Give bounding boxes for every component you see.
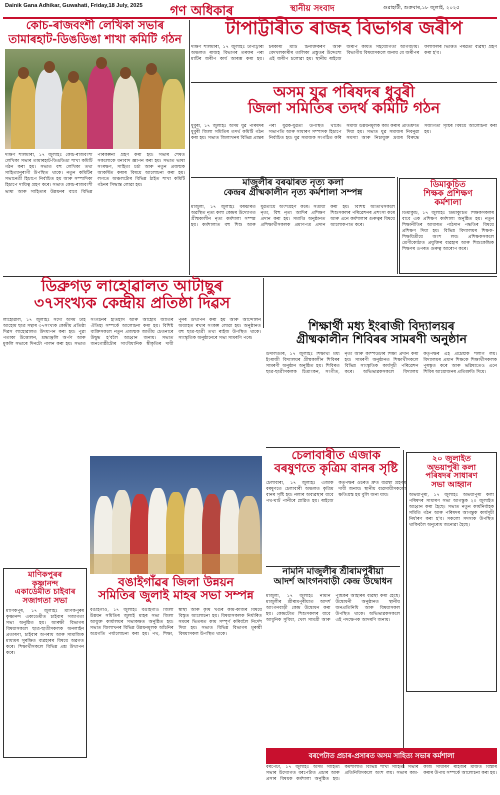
column-rule xyxy=(403,450,404,768)
headline: মাজুলীৰ বৰঝাৰত নৃত্য কলা xyxy=(242,178,344,188)
article-body: অভয়াপুৰী, ১৭ জুলাইঃ অভয়াপুৰী কলা পৰিষদৰ সাধাৰণ সভা আগন্তুক ২০ জুলাইত আহ্বান কৰা হৈছে। সভাত নতুন কাৰ্যনিৰ্বাহক সমিতি গঠন আৰু পৰিষদৰ আগন্তুক কাৰ্যসূচী নিৰ্ধাৰণ কৰা হ'ব। সকলো সদস্যক উপস্থিত থাকিবলৈ অনুৰোধ জনোৱা হৈছে। xyxy=(409,492,494,528)
article-photo xyxy=(90,456,262,574)
headline: সজাগতা সভা xyxy=(22,595,68,605)
article-body: মাজুলী, ১৭ জুলাইঃ নামনি মাজুলীৰ শ্ৰীৰামপুৰীয়াত আদৰ্শ আংগনবাড়ী কেন্দ্ৰ উদ্বোধন কৰা হয়। কেন্দ্ৰটোত শিশুসকলৰ বাবে আধুনিক সুবিধা, খেল সামগ্ৰী আৰু পুষ্টিকৰ আহাৰৰ ব্যৱস্থা কৰা হৈছে। উদ্বোধনী অনুষ্ঠানত স্থানীয় জনপ্ৰতিনিধি আৰু বিষয়াসকল উপস্থিত থাকে। অভিভাৱকসকলে এই পদক্ষেপক আদৰণি জনায়। xyxy=(266,594,400,624)
article-photo xyxy=(5,49,185,149)
article-body: ধুবুৰী, ১৭ জুলাইঃ অসম যুৱ পৰিষদৰ ধুবুৰী জিলা সমিতিৰ তদৰ্থ কমিটি গঠন কৰা হয়। সভাত জিলাখনৰ বিভিন্ন প্ৰান্তৰ পৰা যুৱক-যুৱতী উপস্থিত থাকে। সভাপতি আৰু সাধাৰণ সম্পাদক হিচাপে নিৰ্বাচিত হয়। যুৱ সমাজক সংগঠিত কৰি সমাজ উন্নয়নমূলক কাম কৰাৰ প্ৰতিশ্ৰুতি দিয়া হয়। সভাত যুৱ সমাজৰ নিবনুৱা সমস্যা আৰু নিচাযুক্ত দ্ৰব্যৰ বিৰুদ্ধে সজাগতা সৃষ্টিৰ বিষয়ে আলোচনা কৰা হয়। xyxy=(191,124,497,142)
headline: একাডেমীত চাইবাৰ xyxy=(14,587,76,597)
article-asom-juba xyxy=(191,84,497,176)
article-sahitya xyxy=(266,748,497,792)
logo xyxy=(170,0,280,19)
headline: জিলা সমিতিৰ তদৰ্থ কমিটি গঠন xyxy=(248,99,440,118)
article-body: বৰপেটা, ১৭ জুলাইঃ অসম সাহিত্য সভাৰ উদ্যোগত বৰপেটাত প্ৰচাৰ আৰু প্ৰসাৰ বিষয়ক কৰ্মশালা অনুষ্ঠিত হয়। কৰ্মশালাত বিভিন্ন শাখা সাহিত্য সভাৰ প্ৰতিনিধিসকলে অংশ লয়। সভাৰ কাম-কাজ সাধাৰণ ৰাইজৰ মাজত বিস্তাৰ কৰাৰ উপায় সম্পৰ্কে আলোচনা কৰা হয়। xyxy=(266,765,497,783)
article-body: চেলাবাৰী, ১৭ জুলাইঃ এজাক বৰষুণতে চেলাবাৰী অঞ্চলত কৃত্ৰিম বানৰ সৃষ্টি হয়। নলাৰ অব্যৱস্থাৰ বাবে পথ-ঘাট পানীৰে প্লাৱিত হয়। ৰাইজে কৰ্তৃপক্ষৰ ওচৰত দ্ৰুত ব্যৱস্থা গ্ৰহণৰ দাবী জনায়। স্থানীয় ব্যৱসায়ীসকলো ক্ষতিগ্ৰস্ত হয় বুলি জনা যায়। xyxy=(266,481,406,505)
article-shiksharthi xyxy=(266,320,497,450)
headline: শিক্ষক প্ৰশিক্ষণ xyxy=(423,189,473,200)
headline: সমিতিৰ জুলাই মাহৰ সভা সম্পন্ন xyxy=(98,587,254,602)
article-body: মাণিকপুৰ, ১৭ জুলাইঃ মাণিকপুৰৰ কৃষ্ণানন্দ একাডেমীত চাইবাৰ সজাগতা সভা অনুষ্ঠিত হয়। আৰক্ষী বিভাগৰ বিষয়াসকলে ছাত্ৰ-ছাত্ৰীসকলক অনলাইন প্ৰতাৰণা, চাইবাৰ অপৰাধ আৰু সামাজিক মাধ্যমৰ সুৰক্ষিত ব্যৱহাৰৰ বিষয়ে অৱগত কৰে। শিক্ষাৰ্থীসকলে বিভিন্ন প্ৰশ্ন উত্থাপন কৰে। xyxy=(6,608,84,657)
article-body: বঙাইগাঁও, ১৭ জুলাইঃ বঙাইগাঁও জিলা উন্নয়ন সমিতিৰ জুলাই মাহৰ সভা জিলা আয়ুক্ত কাৰ্যালয়ৰ সভাকক্ষত অনুষ্ঠিত হয়। সভাত জিলাখনৰ বিভিন্ন উন্নয়নমূলক আঁচনিৰ অগ্ৰগতি পৰ্যালোচনা কৰা হয়। পথ, শিক্ষা, স্বাস্থ্য আৰু কৃষি খণ্ডৰ কাম-কাজৰ বিষয়ে বিস্তৃত আলোচনা হয়। বিষয়াসকলক নিৰ্ধাৰিত সময়ৰ ভিতৰত কাম সম্পূৰ্ণ কৰিবলৈ নিৰ্দেশ দিয়া হয়। সভাত বিভিন্ন বিভাগৰ মূৰব্বী বিষয়াসকল উপস্থিত থাকে। xyxy=(90,608,262,638)
article-chelabari xyxy=(266,449,406,565)
headline: পৰিষদৰ সাধাৰণ xyxy=(425,471,478,481)
article-body: মাজুলী, ১৭ জুলাইঃ বৰঝাৰত অৱস্থিত নৃত্য কলা কেন্দ্ৰৰ উদ্যোগত গ্ৰীষ্মকালীন নৃত্য কৰ্মশালা সম্পন্ন হয়। কৰ্মশালাত বহু শিশু আৰু যুৱতীয়ে অংশগ্ৰহণ কৰে। সত্ৰীয়া নৃত্য, বিহু নৃত্য আদিৰ প্ৰশিক্ষণ প্ৰদান কৰা হয়। সমাপ্তি অনুষ্ঠানত প্ৰশিক্ষাৰ্থীসকলক প্ৰমাণপত্ৰ প্ৰদান কৰা হয়। বিশিষ্ট অতিথিসকলে শিশুসকলৰ পৰিৱেশনৰ প্ৰশংসা কৰে আৰু এনে কৰ্মশালাৰ গুৰুত্বৰ বিষয়ে আলোকপাত কৰে। xyxy=(191,205,395,229)
article-dimakuchi xyxy=(399,178,497,274)
paper-line: Dainik Gana Adhikar, Guwahati, Friday,18 July, 2025 xyxy=(5,3,143,9)
article-body: লাহোৱাল, ১৭ জুলাইঃ সদৌ অসম টাই আহোম ছাত্ৰ সন্থাৰ ৩৭সংখ্যক কেন্দ্ৰীয় প্ৰতিষ্ঠা দিৱস লাহোৱালত উদযাপন কৰা হয়। পুৱা পতাকা উত্তোলন, শ্ৰদ্ধাঞ্জলি অৰ্পণ আৰু মুকলি সভাৰে দিনটো পালন কৰা হয়। সভাত সংগঠনৰ ইতিহাস আৰু আহোম জাতিৰ ঐতিহ্য সম্পৰ্কে আলোচনা কৰা হয়। বিশিষ্ট ব্যক্তিসকলে নতুন প্ৰজন্মক জাতীয় চেতনাৰে উদ্বুদ্ধ হ'বলৈ আহ্বান জনায়। সভাত জনগোষ্ঠীটোৰ সাংবিধানিক স্বীকৃতিৰ দাবী পুনৰ উত্থাপন কৰা হয় আৰু আন্দোলন অব্যাহত ৰখাৰ সংকল্প লোৱা হয়। অনুষ্ঠানত বহু ছাত্ৰ-ছাত্ৰী তথা ৰাইজ উপস্থিত থাকে। সাংস্কৃতিক অনুষ্ঠানেৰে সভা সামৰণি পৰে। xyxy=(3,318,261,348)
headline: টাপাট্টাৰীত ৰাজহ বিভাগৰ জৰীপ xyxy=(225,18,463,39)
headline: মাণিকপুৰৰ xyxy=(28,570,62,579)
headline: ২০ জুলাইত xyxy=(432,454,471,463)
article-namani xyxy=(266,568,400,758)
article-abhayapuri xyxy=(406,452,497,692)
headline: ডিমাকুচিত xyxy=(430,180,466,190)
headline: তামাৰহাট-ডিঙডিঙা শাখা কমিটি গঠন xyxy=(8,32,182,47)
headline: আদৰ্শ আংগনবাড়ী কেন্দ্ৰ উদ্বোধন xyxy=(273,576,393,587)
article-body: দক্ষিণ শালমাৰা, ১৭ জুলাইঃ টাপাট্টাৰী অঞ্চলত ৰাজহ বিভাগৰ তৰফৰ পৰা মাটিৰ জৰীপ কাৰ্য আৰম্ভ কৰা হয়। চৰকাৰী মাটি চিনাক্তকৰণ আৰু বেদখলকাৰীৰ তালিকা প্ৰস্তুতৰ উদ্দেশ্যে এই জৰীপ চলোৱা হয়। স্থানীয় ৰাইজে জৰীপ কাৰ্যত সহযোগিতা আগবঢ়ায়। বিভাগীয় বিষয়াসকলে জনায় যে জৰীপৰ ফলাফলৰ ভিত্তিত পৰৱৰ্তী ব্যৱস্থা গ্ৰহণ কৰা হ'ব। xyxy=(191,45,497,63)
page-info: গুৱাহাটী, শুক্ৰবাৰ,১৮ জুলাই, ২০২৫ xyxy=(383,5,460,11)
section-title: স্থানীয় সংবাদ xyxy=(290,4,335,14)
article-body: দক্ষিণ শালমাৰা, ১৭ জুলাইঃ কোচ-ৰাজবংশী লেখিকা সভাৰ তামাৰহাট-ডিঙডিঙা শাখা কমিটি গঠন কৰা হয়। সভাত বহু লেখিকা তথা সাহিত্যানুৰাগী উপস্থিত থাকে। নতুন কমিটিৰ সভানেত্ৰী হিচাপে নিৰ্বাচিত হয় আৰু সম্পাদিকা হিচাপে দায়িত্ব গ্ৰহণ কৰে। সভাত কোচ-ৰাজবংশী ভাষা আৰু সাহিত্যৰ উন্নয়নৰ বাবে বিভিন্ন পৰিকল্পনা গ্ৰহণ কৰা হয়। সভাৰ শেষত সকলোকে ধন্যবাদ জ্ঞাপন কৰা হয়। সভাত ভাষা সংৰক্ষণ, সাহিত্য চৰ্চা আৰু নতুন প্ৰজন্মক আকৰ্ষিত কৰাৰ বিষয়ে আলোচনা কৰা হয়। লগতে অঞ্চলটোৰ বিভিন্ন ঠাইত শাখা কমিটি গঠনৰ সিদ্ধান্ত লোৱা হয়। xyxy=(5,153,185,195)
article-body: ডিমাকুচি, ১৭ জুলাইঃ ডিমাকুচিত শিক্ষকসকলৰ বাবে এক প্ৰশিক্ষণ কৰ্মশালা অনুষ্ঠিত হয়। নতুন শিক্ষানীতিৰ আধাৰত পাঠদান পদ্ধতিৰ বিষয়ে প্ৰশিক্ষণ দিয়া হয়। বিভিন্ন বিদ্যালয়ৰ শিক্ষক-শিক্ষয়িত্ৰীয়ে অংশ লয়। প্ৰশিক্ষকসকলে শ্ৰেণীকোঠাত প্ৰযুক্তিৰ ব্যৱহাৰ আৰু শিশুকেন্দ্ৰিক শিক্ষণৰ ওপৰত গুৰুত্ব আৰোপ কৰে। xyxy=(402,210,494,253)
headline: সভা আহ্বান xyxy=(431,479,472,489)
masthead xyxy=(0,0,500,18)
column-rule xyxy=(397,177,398,274)
headline: কৰ্মশালা xyxy=(434,198,462,209)
headline: বৰপেটাত প্ৰচাৰ-প্ৰসাৰত অসম সাহিত্য সভাৰ কৰ্মশালা xyxy=(266,748,497,764)
article-koch xyxy=(3,19,187,274)
headline: ডিব্ৰুগড় লাহোৱালত আটাছুৰ xyxy=(41,277,223,295)
headline: চেলাবাৰীত এজাক xyxy=(291,448,381,462)
article-tapattari xyxy=(191,19,497,81)
headline: অভয়াপুৰী কলা xyxy=(427,462,476,472)
logo-text: গণ অধিকাৰ xyxy=(170,4,234,19)
headline: বৰষুণতে কৃত্ৰিম বানৰ সৃষ্টি xyxy=(274,460,398,475)
headline: অসম যুৱ পৰিষদৰ ধুবুৰী xyxy=(273,83,415,101)
article-majuli xyxy=(191,179,395,273)
headline: কেন্দ্ৰৰ গ্ৰীষ্মকালীন নৃত্য কৰ্মশালা সম্পন্ন xyxy=(223,187,363,198)
article-manikpur xyxy=(3,568,87,758)
headline: ৩৭সংখ্যক কেন্দ্ৰীয় প্ৰতিষ্ঠা দিৱস xyxy=(33,293,231,312)
headline: কোচ-ৰাজবংশী লেখিকা সভাৰ xyxy=(25,18,164,32)
headline: গ্ৰীষ্মকালীন শিবিৰৰ সামৰণী অনুষ্ঠান xyxy=(296,331,467,346)
headline: কৃষ্ণানন্দ xyxy=(31,578,59,588)
column-rule xyxy=(189,20,190,275)
article-body: উদালগুৰি, ১৭ জুলাইঃ শিক্ষাৰ্থী মধ্য ইংৰাজী বিদ্যালয়ৰ গ্ৰীষ্মকালীন শিবিৰৰ সামৰণী অনুষ্ঠান অনুষ্ঠিত হয়। শিবিৰত ছাত্ৰ-ছাত্ৰীসকলক চিত্ৰাংকন, সংগীত, নৃত্য আৰু কম্পিউটাৰ শিক্ষা প্ৰদান কৰা হয়। সামৰণী অনুষ্ঠানত শিক্ষাৰ্থীসকলে বিভিন্ন সাংস্কৃতিক কাৰ্যসূচী পৰিৱেশন কৰে। অভিভাৱকসকলে বিদ্যালয় কৰ্তৃপক্ষৰ এই প্ৰচেষ্টাক শলাগ লয়। বিদ্যালয়ৰ প্ৰধান শিক্ষকে শিক্ষাৰ্থীসকলক পুৰস্কৃত কৰে আৰু ভৱিষ্যতেও এনে শিবিৰ আয়োজনৰ প্ৰতিশ্ৰুতি দিয়ে। xyxy=(266,352,497,376)
column-rule xyxy=(263,278,264,328)
headline: শিক্ষাৰ্থী মধ্য ইংৰাজী বিদ্যালয়ৰ xyxy=(308,319,455,333)
headline: বঙাইগাঁৱৰ জিলা উন্নয়ন xyxy=(118,575,234,589)
headline: নামনি মাজুলীৰ শ্ৰীৰামপুৰীয়া xyxy=(282,567,384,577)
